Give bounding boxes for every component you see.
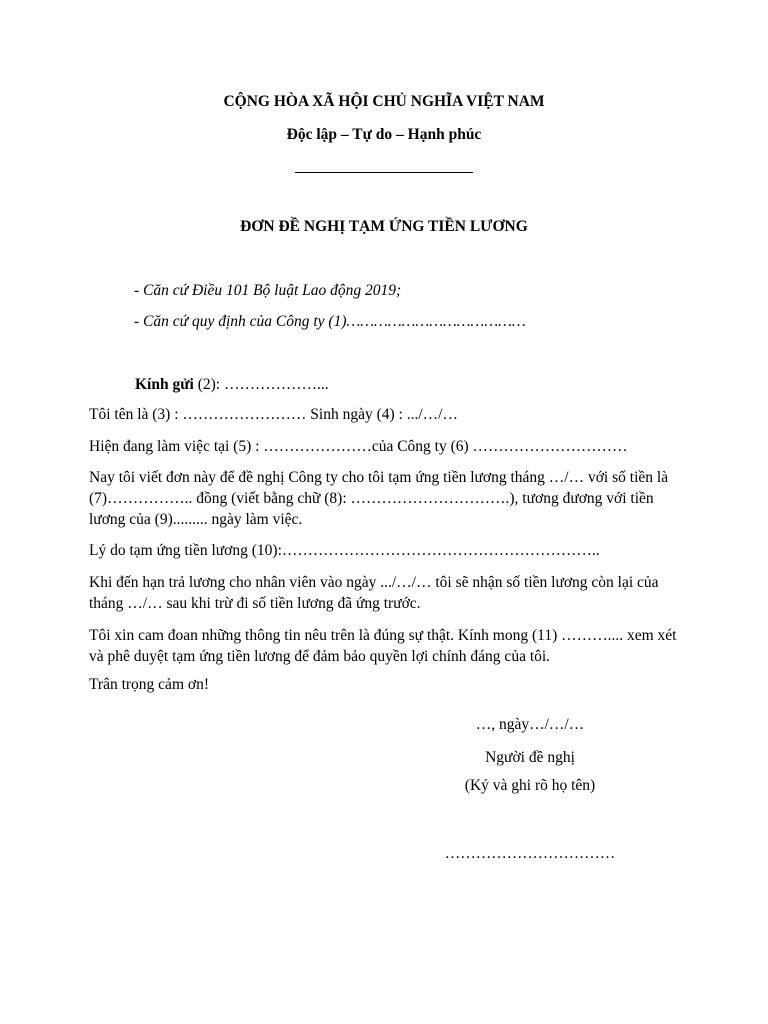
request-paragraph: Nay tôi viết đơn này để đề nghị Công ty cho tôi tạm ứng tiền lương tháng …/… với số tiền là (7)…………….. đồng (viết bằng chữ (8): ………………………….), tương đương với tiền lương của (9)......... ngày làm việc. xyxy=(89,469,669,528)
name-line: Tôi tên là (3) : …………………… Sinh ngày (4) : .../…/… xyxy=(89,406,458,423)
header-divider xyxy=(295,172,473,173)
signature-hint: (Ký và ghi rõ họ tên) xyxy=(464,777,596,794)
closing-line: Trân trọng cảm ơn! xyxy=(89,676,209,693)
national-name: CỘNG HÒA XÃ HỘI CHỦ NGHĨA VIỆT NAM xyxy=(223,93,545,110)
national-motto: Độc lập – Tự do – Hạnh phúc xyxy=(286,126,482,143)
recipient-value: (2): ………………... xyxy=(193,376,329,393)
reason-line: Lý do tạm ứng tiền lương (10):…………………………………………………….. xyxy=(89,542,600,559)
repayment-paragraph: Khi đến hạn trả lương cho nhân viên vào ngày .../…/… tôi sẽ nhận số tiền lương còn lại của tháng …/… sau khi trừ đi số tiền lương đã ứng trước. xyxy=(89,574,659,612)
signature-date: …, ngày…/…/… xyxy=(475,716,585,733)
basis-line-2: - Căn cứ quy định của Công ty (1)………………………………… xyxy=(134,313,526,330)
commitment-paragraph: Tôi xin cam đoan những thông tin nêu trên là đúng sự thật. Kính mong (11) ……….... xem xét và phê duyệt tạm ứng tiền lương để đảm bảo quyền lợi chính đáng của tôi. xyxy=(89,627,677,665)
recipient-line xyxy=(135,376,329,394)
basis-line-1: - Căn cứ Điều 101 Bộ luật Lao động 2019; xyxy=(134,282,402,299)
workplace-line: Hiện đang làm việc tại (5) : …………………của Công ty (6) ………………………… xyxy=(89,438,628,455)
document-title: ĐƠN ĐỀ NGHỊ TẠM ỨNG TIỀN LƯƠNG xyxy=(240,218,528,235)
signer-role: Người đề nghị xyxy=(485,749,575,766)
signature-blank: …………………………… xyxy=(444,845,616,862)
recipient-label: Kính gửi xyxy=(135,376,194,393)
